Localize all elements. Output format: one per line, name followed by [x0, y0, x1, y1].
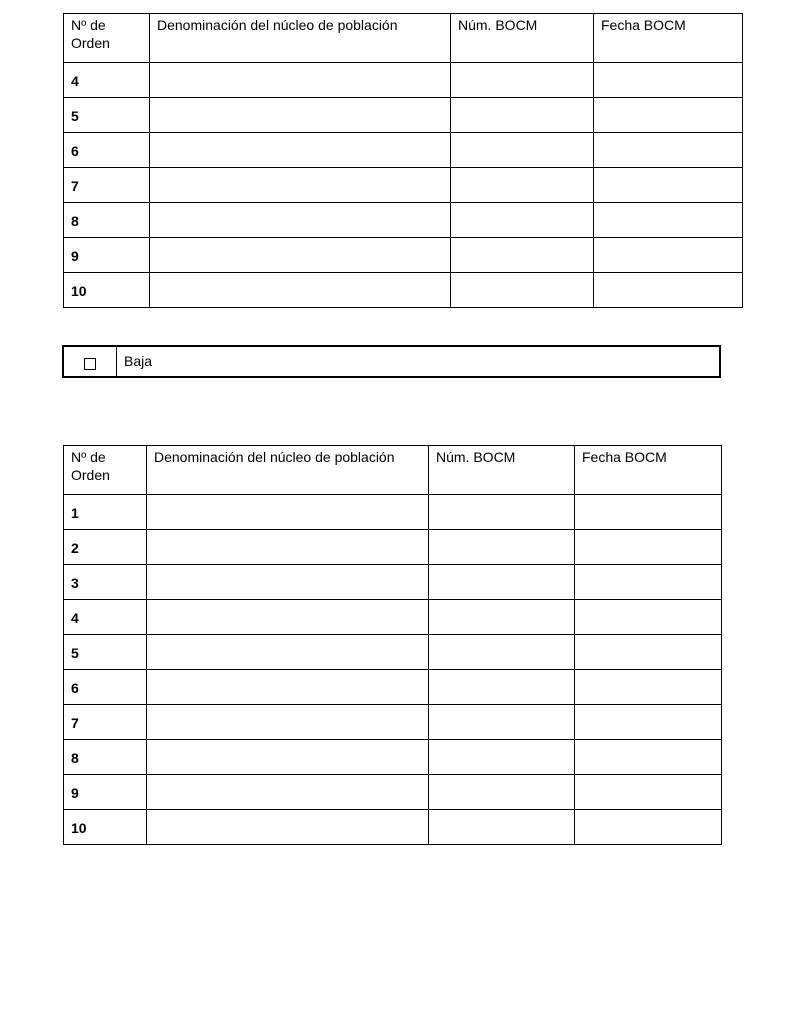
table-row [64, 565, 722, 600]
poblacion-table-bottom [63, 445, 722, 845]
header-orden: Nº de Orden [64, 446, 147, 495]
denominacion-cell[interactable] [147, 565, 429, 600]
num-bocm-cell[interactable] [429, 705, 575, 740]
num-bocm-cell[interactable] [451, 238, 594, 273]
num-bocm-cell[interactable] [429, 740, 575, 775]
table-row [64, 775, 722, 810]
header-orden: Nº de Orden [64, 14, 150, 63]
fecha-bocm-cell[interactable] [575, 495, 722, 530]
header-fecha-bocm: Fecha BOCM [575, 446, 722, 495]
fecha-bocm-cell[interactable] [575, 705, 722, 740]
row-number-cell: 1 [64, 495, 147, 530]
fecha-bocm-cell[interactable] [575, 775, 722, 810]
num-bocm-cell[interactable] [429, 810, 575, 845]
denominacion-cell[interactable] [150, 273, 451, 308]
num-bocm-cell[interactable] [451, 203, 594, 238]
num-bocm-cell[interactable] [451, 168, 594, 203]
fecha-bocm-cell[interactable] [594, 98, 743, 133]
table-row [64, 670, 722, 705]
denominacion-cell[interactable] [150, 238, 451, 273]
num-bocm-cell[interactable] [429, 495, 575, 530]
row-number-cell: 3 [64, 565, 147, 600]
num-bocm-cell[interactable] [429, 600, 575, 635]
fecha-bocm-cell[interactable] [575, 600, 722, 635]
header-denominacion: Denominación del núcleo de población [150, 14, 451, 63]
fecha-bocm-cell[interactable] [575, 810, 722, 845]
table-row [64, 98, 743, 133]
table-row [64, 273, 743, 308]
denominacion-cell[interactable] [150, 168, 451, 203]
denominacion-cell[interactable] [150, 63, 451, 98]
denominacion-cell[interactable] [147, 495, 429, 530]
num-bocm-cell[interactable] [429, 530, 575, 565]
fecha-bocm-cell[interactable] [594, 273, 743, 308]
table-row [64, 635, 722, 670]
table-row [64, 495, 722, 530]
table-header-row [64, 14, 743, 63]
header-num-bocm: Núm. BOCM [429, 446, 575, 495]
table-header-row [64, 446, 722, 495]
row-number-cell: 9 [64, 238, 150, 273]
header-denominacion: Denominación del núcleo de población [147, 446, 429, 495]
table-row [64, 168, 743, 203]
fecha-bocm-cell[interactable] [594, 133, 743, 168]
table-top-body [64, 63, 743, 308]
denominacion-cell[interactable] [150, 98, 451, 133]
denominacion-cell[interactable] [150, 133, 451, 168]
fecha-bocm-cell[interactable] [575, 670, 722, 705]
fecha-bocm-cell[interactable] [575, 635, 722, 670]
header-num-bocm: Núm. BOCM [451, 14, 594, 63]
num-bocm-cell[interactable] [429, 775, 575, 810]
baja-checkbox[interactable] [84, 358, 96, 370]
baja-label: Baja [124, 353, 153, 369]
table-row [64, 600, 722, 635]
num-bocm-cell[interactable] [429, 565, 575, 600]
fecha-bocm-cell[interactable] [575, 740, 722, 775]
baja-checkbox-cell[interactable] [64, 347, 117, 376]
table-row [64, 810, 722, 845]
row-number-cell: 2 [64, 530, 147, 565]
fecha-bocm-cell[interactable] [594, 238, 743, 273]
fecha-bocm-cell[interactable] [575, 565, 722, 600]
num-bocm-cell[interactable] [451, 98, 594, 133]
num-bocm-cell[interactable] [451, 63, 594, 98]
denominacion-cell[interactable] [147, 775, 429, 810]
row-number-cell: 4 [64, 600, 147, 635]
row-number-cell: 8 [64, 740, 147, 775]
baja-option-box [62, 345, 721, 378]
row-number-cell: 10 [64, 273, 150, 308]
denominacion-cell[interactable] [147, 635, 429, 670]
row-number-cell: 5 [64, 635, 147, 670]
denominacion-cell[interactable] [147, 810, 429, 845]
fecha-bocm-cell[interactable] [594, 63, 743, 98]
fecha-bocm-cell[interactable] [594, 203, 743, 238]
num-bocm-cell[interactable] [429, 635, 575, 670]
row-number-cell: 6 [64, 133, 150, 168]
row-number-cell: 7 [64, 168, 150, 203]
row-number-cell: 7 [64, 705, 147, 740]
table-row [64, 203, 743, 238]
row-number-cell: 8 [64, 203, 150, 238]
denominacion-cell[interactable] [147, 530, 429, 565]
table-row [64, 705, 722, 740]
row-number-cell: 6 [64, 670, 147, 705]
denominacion-cell[interactable] [147, 600, 429, 635]
num-bocm-cell[interactable] [451, 133, 594, 168]
denominacion-cell[interactable] [147, 705, 429, 740]
num-bocm-cell[interactable] [429, 670, 575, 705]
table-row [64, 740, 722, 775]
num-bocm-cell[interactable] [451, 273, 594, 308]
table-bottom-body [64, 495, 722, 845]
table-row [64, 63, 743, 98]
row-number-cell: 4 [64, 63, 150, 98]
fecha-bocm-cell[interactable] [594, 168, 743, 203]
row-number-cell: 9 [64, 775, 147, 810]
denominacion-cell[interactable] [150, 203, 451, 238]
poblacion-table-top [63, 13, 743, 308]
table-row [64, 530, 722, 565]
denominacion-cell[interactable] [147, 670, 429, 705]
table-row [64, 238, 743, 273]
row-number-cell: 10 [64, 810, 147, 845]
table-row [64, 133, 743, 168]
header-fecha-bocm: Fecha BOCM [594, 14, 743, 63]
fecha-bocm-cell[interactable] [575, 530, 722, 565]
denominacion-cell[interactable] [147, 740, 429, 775]
row-number-cell: 5 [64, 98, 150, 133]
